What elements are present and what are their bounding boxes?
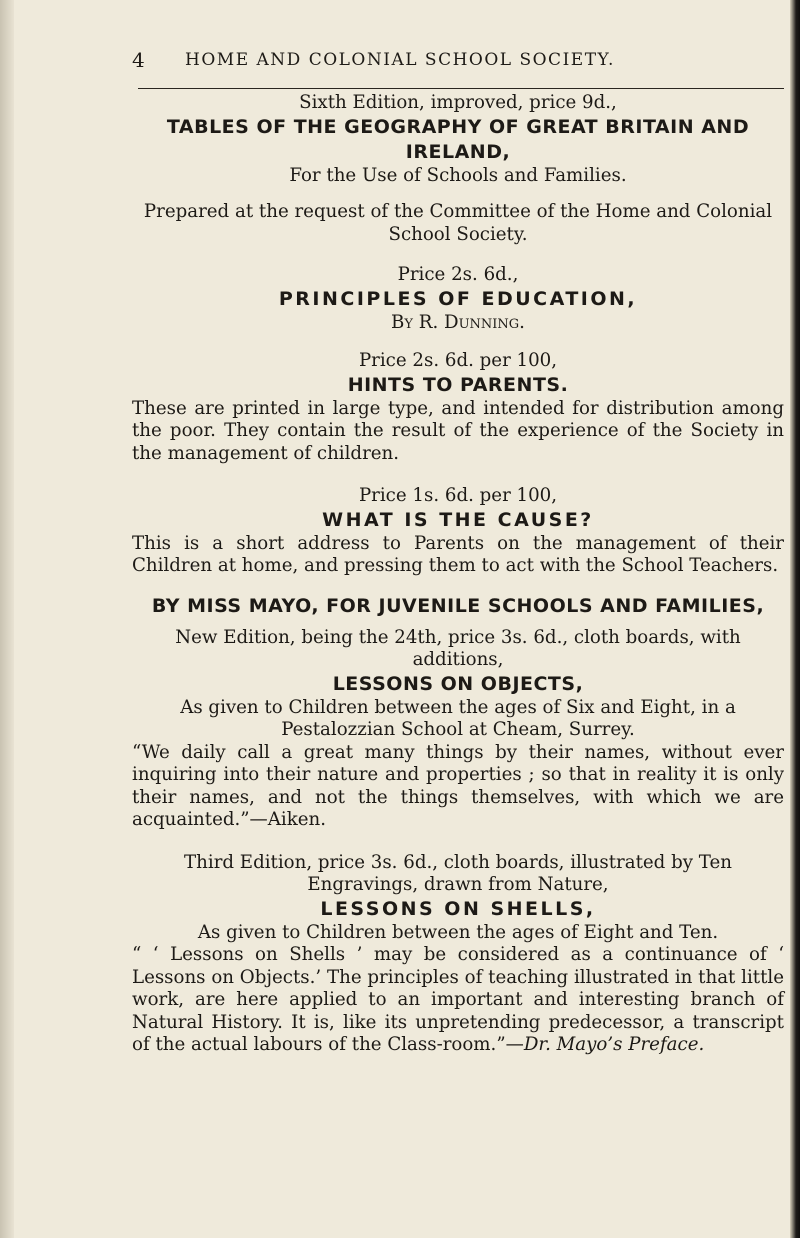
running-head-title: HOME AND COLONIAL SCHOOL SOCIETY. xyxy=(185,50,615,70)
entry-title: TABLES OF THE GEOGRAPHY OF GREAT BRITAIN AND IRELAND, xyxy=(166,115,750,163)
entry-lessons-on-objects xyxy=(132,627,784,832)
entry-subtitle: As given to Children between the ages of Eight and Ten. xyxy=(197,921,719,943)
entry-quote: “We daily call a great many things by their names, without ever inquiring into their nature and properties ; so that in reality it is only their names, and not the things themselves, with which we are acquainted.”—Aiken. xyxy=(132,741,784,830)
entry-quote xyxy=(132,944,784,1057)
entry-note: Prepared at the request of the Committee of the Home and Colonial School Society. xyxy=(143,201,773,245)
entry-edition: Third Edition, price 3s. 6d., cloth boards, illustrated by Ten Engravings, drawn from Nature, xyxy=(184,851,732,895)
page-right-edge xyxy=(790,0,800,1238)
entry-title: PRINCIPLES OF EDUCATION, xyxy=(278,287,638,310)
entry-edition: Sixth Edition, improved, price 9d., xyxy=(299,92,617,113)
entry-hints-to-parents xyxy=(132,350,784,465)
quote-body: “ ‘ Lessons on Shells ’ may be considered as a continuance of ‘ Lessons on Objects.’ The principles of teaching illustrated in that little work, are here applied to an important and interesting branch of Natural History. It is, like its unpretending predecessor, a transcript of the actual labours of the Class-room.”— xyxy=(132,944,784,1055)
entry-principles-of-education xyxy=(132,264,784,334)
section-heading: BY MISS MAYO, FOR JUVENILE SCHOOLS AND FAMILIES, xyxy=(151,594,765,617)
entry-title: LESSONS ON OBJECTS, xyxy=(332,672,584,695)
entry-edition: New Edition, being the 24th, price 3s. 6d., cloth boards, with additions, xyxy=(175,626,741,670)
header-rule xyxy=(138,88,784,89)
entry-title: HINTS TO PARENTS. xyxy=(347,373,569,396)
entry-geography-tables xyxy=(132,92,784,246)
entry-title: LESSONS ON SHELLS, xyxy=(320,897,596,920)
entry-lessons-on-shells xyxy=(132,852,784,1057)
entry-price: Price 2s. 6d., xyxy=(397,264,519,285)
entry-what-is-the-cause xyxy=(132,485,784,578)
page-number: 4 xyxy=(132,48,145,72)
entry-subtitle: As given to Children between the ages of Six and Eight, in a Pestalozzian School at Cheam, Surrey. xyxy=(180,696,736,740)
entry-subtitle: For the Use of Schools and Families. xyxy=(289,164,627,186)
entry-price: Price 2s. 6d. per 100, xyxy=(358,350,558,371)
advertisement-list xyxy=(132,92,784,1057)
entry-title: WHAT IS THE CAUSE? xyxy=(322,508,594,531)
entry-author: By R. Dunning. xyxy=(391,311,525,333)
entry-description: This is a short address to Parents on the management of their Children at home, and pressing them to act with the School Teachers. xyxy=(132,532,784,576)
entry-price: Price 1s. 6d. per 100, xyxy=(358,485,558,506)
entry-description: These are printed in large type, and intended for distribution among the poor. They contain the result of the experience of the Society in the management of children. xyxy=(132,397,784,464)
page-left-edge xyxy=(0,0,14,1238)
quote-source: Dr. Mayo’s Preface. xyxy=(523,1034,705,1055)
running-head xyxy=(0,48,800,78)
